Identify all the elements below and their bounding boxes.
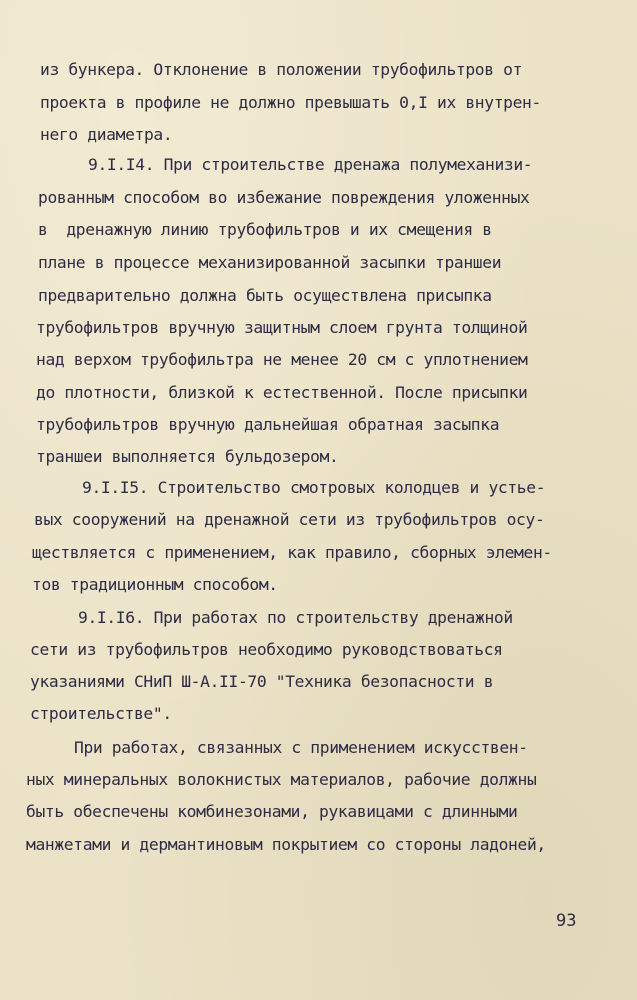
text-line-19: сети из трубофильтров необходимо руководствоваться: [30, 640, 503, 659]
text-line-5: рованным способом во избежание повреждения уложенных: [38, 188, 530, 207]
text-line-15: вых сооружений на дренажной сети из трубофильтров осу-: [34, 510, 545, 529]
page-number: 93: [556, 911, 577, 931]
text-line-8: предварительно должна быть осуществлена присыпка: [38, 286, 492, 305]
text-line-12: трубофильтров вручную дальнейшая обратная засыпка: [36, 415, 500, 434]
text-line-24: быть обеспечены комбинезонами, рукавицами с длинными: [26, 802, 518, 821]
text-line-6: в дренажную линию трубофильтров и их смещения в: [38, 220, 492, 239]
text-line-3: него диаметра.: [40, 125, 173, 144]
text-line-17: тов традиционным способом.: [32, 575, 278, 594]
text-line-20: указаниями СНиП Ш-А.II-70 "Техника безопасности в: [30, 672, 494, 691]
text-line-9: трубофильтров вручную защитным слоем грунта толщиной: [36, 318, 528, 337]
text-line-7: плане в процессе механизированной засыпки траншеи: [38, 253, 502, 272]
text-line-14: 9.I.I5. Строительство смотровых колодцев и устье-: [82, 478, 546, 497]
text-line-1: из бункера. Отклонение в положении трубофильтров от: [40, 60, 523, 79]
text-line-2: проекта в профиле не должно превышать 0,I их внутрен-: [40, 93, 541, 112]
text-line-13: траншеи выполняется бульдозером.: [36, 447, 339, 466]
text-line-23: ных минеральных волокнистых материалов, рабочие должны: [26, 770, 537, 789]
text-line-18: 9.I.I6. При работах по строительству дренажной: [78, 608, 513, 627]
text-line-16: ществляется с применением, как правило, сборных элемен-: [32, 543, 552, 562]
text-line-10: над верхом трубофильтра не менее 20 см с уплотнением: [36, 350, 528, 369]
text-line-21: строительстве".: [30, 704, 172, 723]
text-line-4: 9.I.I4. При строительстве дренажа полумеханизи-: [88, 155, 533, 174]
text-line-22: При работах, связанных с применением искусствен-: [74, 738, 528, 757]
text-line-11: до плотности, близкой к естественной. После присыпки: [36, 383, 528, 402]
text-line-25: манжетами и дермантиновым покрытием со стороны ладоней,: [26, 835, 546, 854]
